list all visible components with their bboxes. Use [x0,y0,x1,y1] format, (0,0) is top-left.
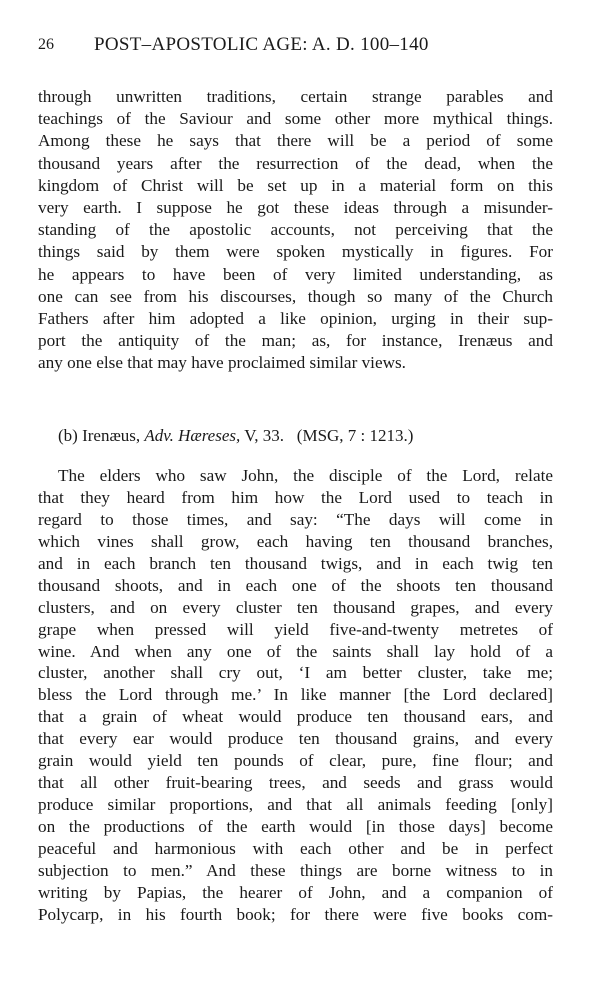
text-line: that every ear would produce ten thousand grains, and every [38,729,553,749]
text-line: that they heard from him how the Lord used to teach in [38,487,553,507]
text-line: peaceful and harmonious with each other and be in perfect [38,838,553,858]
page-number: 26 [38,36,54,53]
text-line: standing of the apostolic accounts, not perceiving that the [38,220,553,240]
text-line: subjection to men.” And these things are borne witness to in [38,860,553,880]
text-line: writing by Papias, the hearer of John, and a companion of [38,882,553,902]
text-line: grain would yield ten pounds of clear, pure, fine flour; and [38,751,553,771]
running-title: POST–APOSTOLIC AGE: A. D. 100–140 [94,34,429,55]
text-line: teachings of the Saviour and some other more mythical things. [38,109,553,129]
text-line: produce similar proportions, and that all animals feeding [only] [38,795,553,815]
text-line: regard to those times, and say: “The days will come in [38,509,553,529]
text-line: Polycarp, in his fourth book; for there were five books com- [38,904,553,924]
text-line: bless the Lord through me.’ In like manner [the Lord declared] [38,685,553,705]
text-line: cluster, another shall cry out, ‘I am better cluster, take me; [38,663,553,683]
paragraph-1 [38,86,553,374]
text-line: Fathers after him adopted a like opinion, urging in their sup- [38,308,553,328]
text-line: that all other fruit-bearing trees, and seeds and grass would [38,773,553,793]
citation-work: Adv. Hæreses, [144,426,241,445]
text-line: on the productions of the earth would [in those days] become [38,817,553,836]
text-line: grape when pressed will yield five-and-twenty metretes of [38,619,553,639]
citation-label: (b) [58,426,78,445]
paragraph-2 [38,465,553,926]
text-line: very earth. I suppose he got these ideas through a misunder- [38,197,553,217]
citation-author: Irenæus, [82,426,141,445]
text-line: through unwritten traditions, certain strange parables and [38,87,553,106]
text-line: thousand years after the resurrection of the dead, when the [38,153,553,173]
text-line: any one else that may have proclaimed similar views. [38,353,406,373]
text-line: clusters, and on every cluster ten thousand grapes, and every [38,597,553,617]
text-line: kingdom of Christ will be set up in a material form on this [38,175,553,195]
text-line: he appears to have been of very limited understanding, as [38,264,553,284]
text-line: port the antiquity of the man; as, for instance, Irenæus and [38,331,553,351]
text-line: Among these he says that there will be a period of some [38,131,553,151]
citation-ref: V, 33. [244,426,285,445]
text-line: that a grain of wheat would produce ten thousand ears, and [38,707,553,727]
text-line: things said by them were spoken mystically in figures. For [38,242,553,262]
text-line: which vines shall grow, each having ten thousand branches, [38,531,553,551]
text-line: and in each branch ten thousand twigs, and in each twig ten [38,553,553,573]
text-line: thousand shoots, and in each one of the shoots ten thousand [38,575,553,595]
citation [58,425,413,447]
text-line: wine. And when any one of the saints shall lay hold of a [38,641,553,661]
citation-source: (MSG, 7 : 1213.) [296,426,414,445]
text-line: The elders who saw John, the disciple of the Lord, relate [58,466,553,485]
text-line: one can see from his discourses, though so many of the Church [38,286,553,306]
